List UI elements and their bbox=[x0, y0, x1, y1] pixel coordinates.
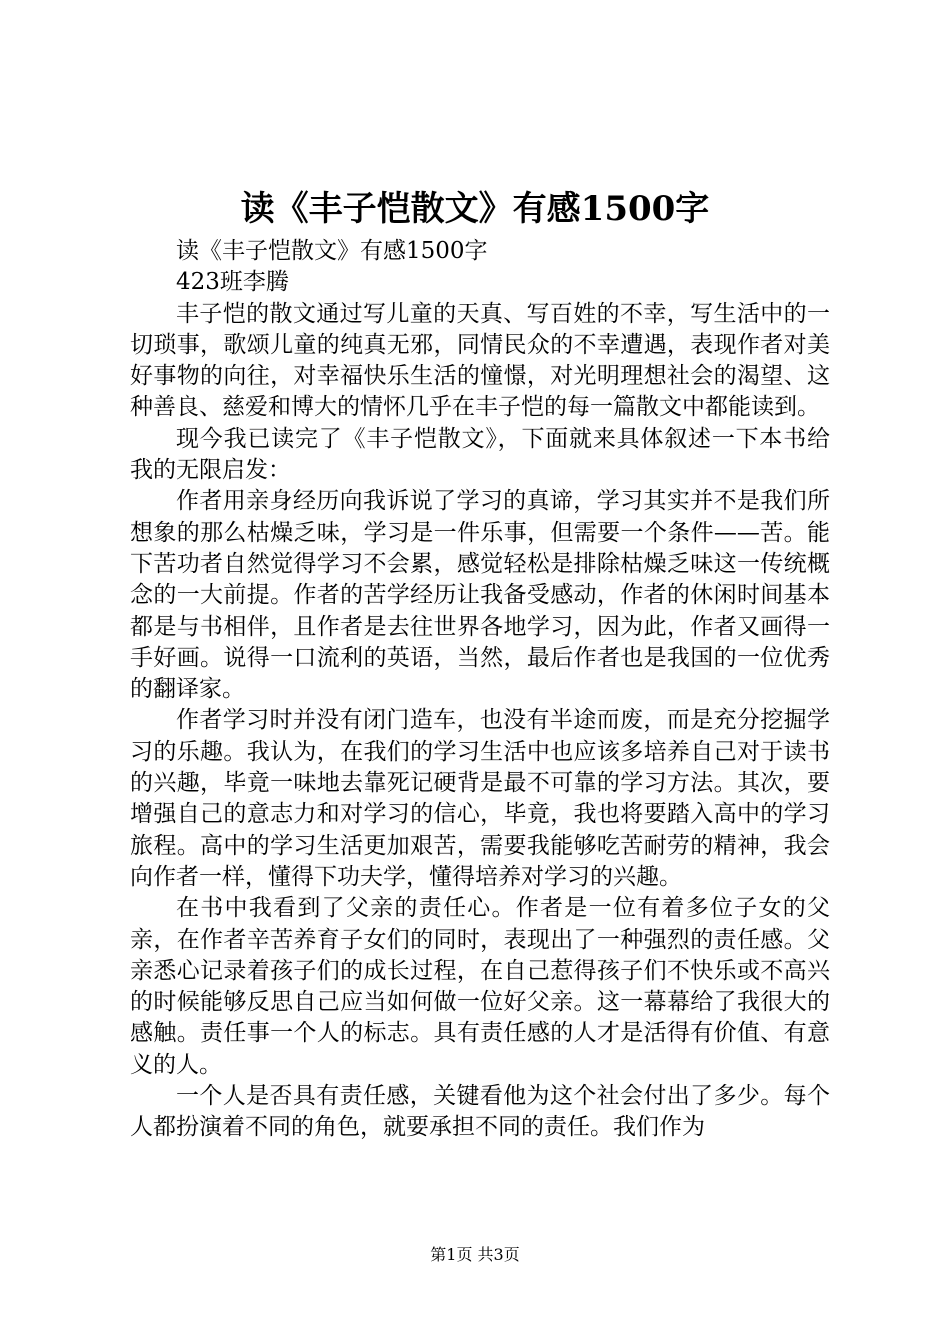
document-author: 423班李腾 bbox=[176, 269, 289, 296]
paragraph: 丰子恺的散文通过写儿童的天真、写百姓的不幸，写生活中的一切琐事，歌颂儿童的纯真无邪，同情民众的不幸遭遇，表现作者对美好事物的向往，对幸福快乐生活的憧憬，对光明理想社会的渴望、这种善良、慈爱和博大的情怀几乎在丰子恺的每一篇散文中都能读到。 bbox=[130, 300, 830, 421]
paragraph: 在书中我看到了父亲的责任心。作者是一位有着多位子女的父亲，在作者辛苦养育子女们的同时，表现出了一种强烈的责任感。父亲悉心记录着孩子们的成长过程，在自己惹得孩子们不快乐或不高兴的时候能够反思自己应当如何做一位好父亲。这一幕幕给了我很大的感触。责任事一个人的标志。具有责任感的人才是活得有价值、有意义的人。 bbox=[130, 895, 830, 1078]
document-body bbox=[130, 236, 830, 1144]
document-title: 读《丰子恺散文》有感1500字 bbox=[240, 189, 710, 229]
paragraph: 一个人是否具有责任感，关键看他为这个社会付出了多少。每个人都扮演着不同的角色，就要承担不同的责任。我们作为 bbox=[130, 1083, 830, 1141]
page-footer: 第1页 共3页 bbox=[430, 1245, 520, 1264]
paragraph: 现今我已读完了《丰子恺散文》，下面就来具体叙述一下本书给我的无限启发： bbox=[130, 425, 830, 484]
paragraph: 作者学习时并没有闭门造车，也没有半途而废，而是充分挖掘学习的乐趣。我认为，在我们的学习生活中也应该多培养自己对于读书的兴趣，毕竟一味地去靠死记硬背是最不可靠的学习方法。其次，要增强自己的意志力和对学习的信心，毕竟，我也将要踏入高中的学习旅程。高中的学习生活更加艰苦，需要我能够吃苦耐劳的精神，我会向作者一样，懂得下功夫学，懂得培养对学习的兴趣。 bbox=[130, 707, 830, 890]
document-subtitle: 读《丰子恺散文》有感1500字 bbox=[176, 238, 488, 264]
paragraph: 作者用亲身经历向我诉说了学习的真谛，学习其实并不是我们所想象的那么枯燥乏味，学习是一件乐事，但需要一个条件——苦。能下苦功者自然觉得学习不会累，感觉轻松是排除枯燥乏味这一传统概念的一大前提。作者的苦学经历让我备受感动，作者的休闲时间基本都是与书相伴，且作者是去往世界各地学习，因为此，作者又画得一手好画。说得一口流利的英语，当然，最后作者也是我国的一位优秀的翻译家。 bbox=[130, 488, 830, 703]
